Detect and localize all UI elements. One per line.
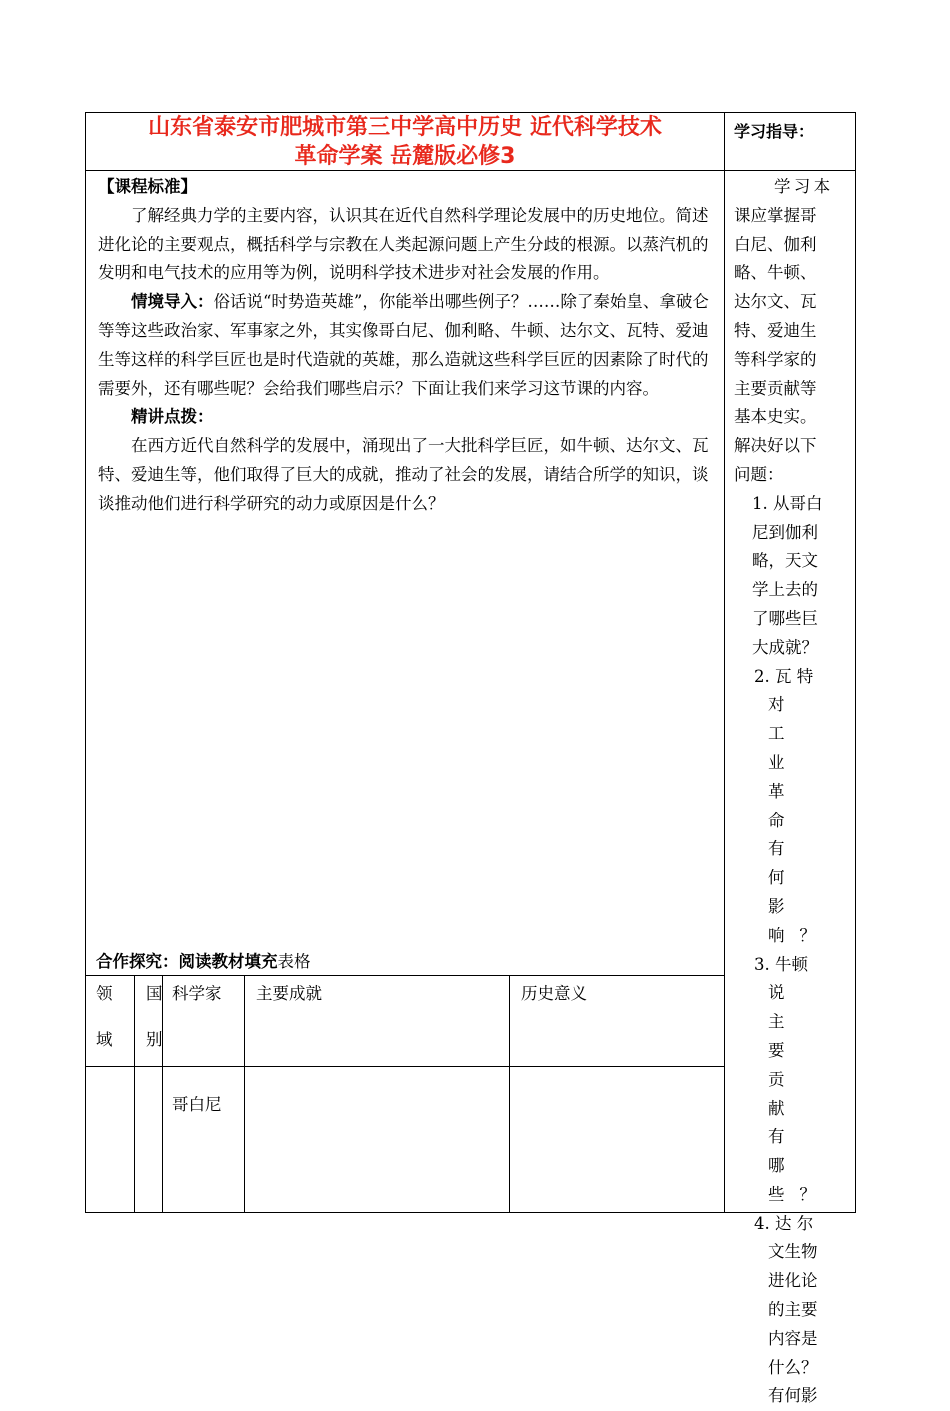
table-col-divider-4 xyxy=(509,975,510,1213)
title-line-1: 山东省泰安市肥城市第三中学高中历史 近代科学技术 xyxy=(148,115,662,140)
table-col-divider-1 xyxy=(134,975,135,1213)
intro-line: 特、爱迪生 xyxy=(734,320,817,340)
q3-line: 些？ xyxy=(768,1184,831,1204)
intro-text: 俗话说“时势造英雄”，你能举出哪些例子？……除了秦始皇、拿破仑等等这些政治家、军事家之外，其实像哥白尼、伽利略、牛顿、达尔文、瓦特、爱迪生等这样的科学巨匠也是时代造就的英雄，那么造就这些科学巨匠的因素除了时代的需要外，还有哪些呢？会给我们哪些启示？下面让我们来学习这节课的内容。 xyxy=(98,292,709,398)
q2-line: 响？ xyxy=(768,925,831,945)
guide-intro xyxy=(734,173,850,490)
intro-line: 问题： xyxy=(734,464,784,484)
intro-line: 主要贡献等 xyxy=(734,378,817,398)
q3-line: 3. 牛顿 xyxy=(754,954,808,974)
table-col-divider-3 xyxy=(244,975,245,1213)
q4-line: 什么？ xyxy=(768,1357,818,1377)
coop-tail: 表格 xyxy=(277,952,311,971)
table-row-divider xyxy=(86,1066,509,1067)
q3-line: 哪 xyxy=(768,1156,800,1176)
q4-line: 4. 达 尔 xyxy=(754,1213,814,1233)
guide-column xyxy=(734,173,850,1411)
q3-line: 献 有 xyxy=(768,1098,800,1147)
standards-text: 了解经典力学的主要内容，认识其在近代自然科学理论发展中的历史地位。简述进化论的主要观点，概括科学与宗教在人类起源问题上产生分歧的根源。以蒸汽机的发明和电气技术的应用等为例，说明科学技术进步对社会发展的作用。 xyxy=(98,205,709,283)
intro-label: 情境导入： xyxy=(131,292,214,312)
title-line-2: 革命学案 岳麓版必修3 xyxy=(294,144,516,169)
row1-scientist: 哥白尼 xyxy=(172,1095,222,1114)
col-scientist: 科学家 xyxy=(172,984,222,1003)
q2-line: 对 工 xyxy=(768,695,800,744)
q3-line: 说 主 xyxy=(768,983,800,1032)
explain-label: 精讲点拨： xyxy=(131,407,214,427)
explain-text: 在西方近代自然科学的发展中，涌现出了一大批科学巨匠，如牛顿、达尔文、瓦特、爱迪生等，他们取得了巨大的成就，推动了社会的发展，请结合所学的知识，谈谈推动他们进行科学研究的动力或原因是什么？ xyxy=(98,436,709,513)
col-country-top: 国 xyxy=(146,984,163,1003)
column-divider xyxy=(724,113,725,1212)
q4-line: 文生物 xyxy=(768,1242,818,1262)
guide-question-3 xyxy=(734,951,850,1210)
worksheet-frame xyxy=(85,112,856,1406)
guide-question-4 xyxy=(734,1210,850,1411)
header-divider-right xyxy=(724,170,855,171)
col-achievement: 主要成就 xyxy=(256,984,322,1003)
q2-line: 何 影 xyxy=(768,868,800,916)
intro-line: 课应掌握哥 xyxy=(734,205,817,225)
table-col-divider-2 xyxy=(162,975,163,1213)
q3-line: 要 贡 xyxy=(768,1040,800,1089)
intro-line: 略、牛顿、 xyxy=(734,263,817,283)
q2-line: 业 革 xyxy=(768,752,800,801)
table-top-border xyxy=(86,975,724,976)
intro-line: 学习本 xyxy=(774,177,834,196)
intro-line: 基本史实。 xyxy=(734,407,817,427)
col-field-bottom: 域 xyxy=(96,1030,113,1049)
intro-line: 白尼、伽利 xyxy=(734,234,817,254)
coop-label: 合作探究：阅读教材填充 xyxy=(96,952,278,971)
intro-line: 解决好以下 xyxy=(734,436,817,456)
guide-question-2 xyxy=(734,663,850,951)
table-row-divider-right xyxy=(509,1066,724,1067)
q4-line: 进化论 xyxy=(768,1271,818,1291)
intro-line: 等科学家的 xyxy=(734,349,817,369)
col-field-top: 领 xyxy=(96,984,113,1003)
q4-line: 内容是 xyxy=(768,1328,818,1348)
intro-line: 达尔文、瓦 xyxy=(734,292,817,312)
coop-heading xyxy=(96,948,311,972)
intro-paragraph xyxy=(98,288,714,403)
q1-line: 1. 从哥白 xyxy=(752,493,823,513)
fill-in-table xyxy=(86,975,724,1213)
q1-line: 略，天文 xyxy=(752,551,818,571)
q4-line: 有何影 xyxy=(768,1386,818,1406)
q1-line: 大成就？ xyxy=(752,637,818,657)
page-title xyxy=(86,113,724,170)
col-country-bottom: 别 xyxy=(146,1030,163,1049)
q1-line: 尼到伽利 xyxy=(752,522,818,542)
guide-heading: 学习指导： xyxy=(734,122,815,141)
standards-heading: 【课程标准】 xyxy=(98,177,197,196)
q1-line: 学上去的 xyxy=(752,580,818,600)
q2-line: 命 有 xyxy=(768,810,800,859)
guide-question-1 xyxy=(734,490,850,663)
q1-line: 了哪些巨 xyxy=(752,608,818,628)
col-significance: 历史意义 xyxy=(521,984,587,1003)
q4-line: 的主要 xyxy=(768,1300,818,1320)
q2-line: 2. 瓦 特 xyxy=(754,666,814,686)
main-content xyxy=(98,173,714,519)
